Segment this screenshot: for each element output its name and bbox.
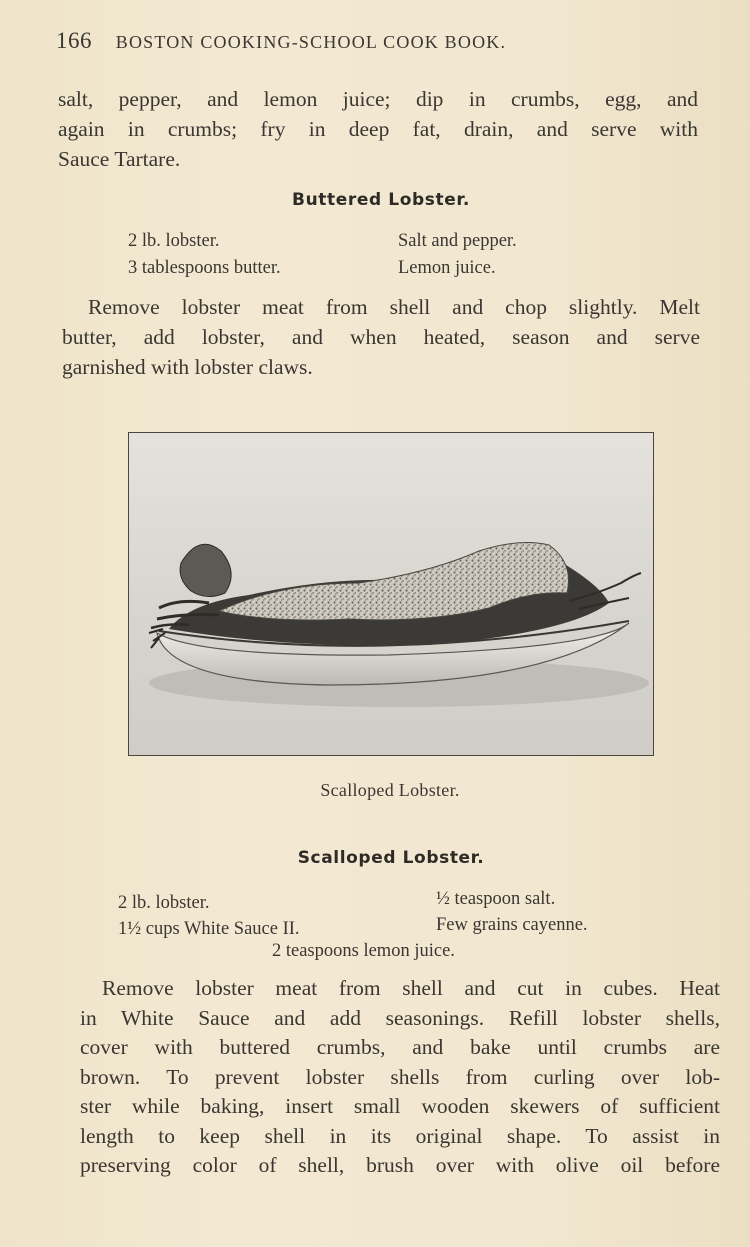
text-line: butter, add lobster, and when heated, season and serve	[62, 325, 700, 349]
ingredient-item: ½ teaspoon salt.	[436, 889, 556, 909]
scalloped-lobster-directions	[80, 974, 720, 1181]
ingredient-item: 2 teaspoons lemon juice.	[272, 941, 455, 961]
ingredient-list-buttered-lobster	[0, 228, 750, 288]
text-line: ster while baking, insert small wooden skewers of sufficient	[80, 1094, 720, 1118]
figure-caption: Scalloped Lobster.	[320, 780, 460, 800]
text-line: salt, pepper, and lemon juice; dip in crumbs, egg, and	[58, 87, 698, 111]
text-line: again in crumbs; fry in deep fat, drain, and serve with	[58, 117, 698, 141]
book-title: BOSTON COOKING-SCHOOL COOK BOOK.	[115, 32, 507, 52]
text-line: Remove lobster meat from shell and chop slightly. Melt	[88, 295, 700, 319]
text-line: length to keep shell in its original shape. To assist in	[80, 1123, 720, 1148]
lobster-claw	[180, 544, 231, 596]
ingredient-item: Lemon juice.	[398, 258, 496, 278]
text-line: in White Sauce and add seasonings. Refill lobster shells,	[80, 1005, 720, 1030]
ingredient-item: 2 lb. lobster.	[128, 231, 220, 251]
scalloped-lobster-illustration	[128, 432, 654, 756]
recipe-title-buttered-lobster: Buttered Lobster.	[292, 190, 470, 210]
buttered-lobster-directions	[62, 292, 700, 382]
running-head	[56, 28, 696, 54]
lobster-plate-image	[129, 433, 653, 755]
text-line: garnished with lobster claws.	[62, 355, 313, 379]
text-line: Remove lobster meat from shell and cut in cubes. Heat	[102, 976, 720, 1000]
text-line: Sauce Tartare.	[58, 147, 181, 171]
text-line: preserving color of shell, brush over with olive oil before	[80, 1153, 720, 1177]
ingredient-item: Salt and pepper.	[398, 231, 517, 251]
intro-paragraph	[58, 84, 698, 174]
ingredient-item: Few grains cayenne.	[436, 915, 588, 935]
ingredient-item: 1½ cups White Sauce II.	[118, 919, 300, 939]
text-line: cover with buttered crumbs, and bake until crumbs are	[80, 1035, 720, 1059]
page-number: 166	[56, 28, 92, 53]
text-line: brown. To prevent lobster shells from curling over lob-	[80, 1064, 720, 1089]
ingredient-item: 2 lb. lobster.	[118, 893, 210, 913]
recipe-title-scalloped-lobster: Scalloped Lobster.	[297, 848, 485, 868]
ingredient-list-scalloped-lobster	[0, 886, 750, 966]
ingredient-item: 3 tablespoons butter.	[128, 258, 281, 278]
